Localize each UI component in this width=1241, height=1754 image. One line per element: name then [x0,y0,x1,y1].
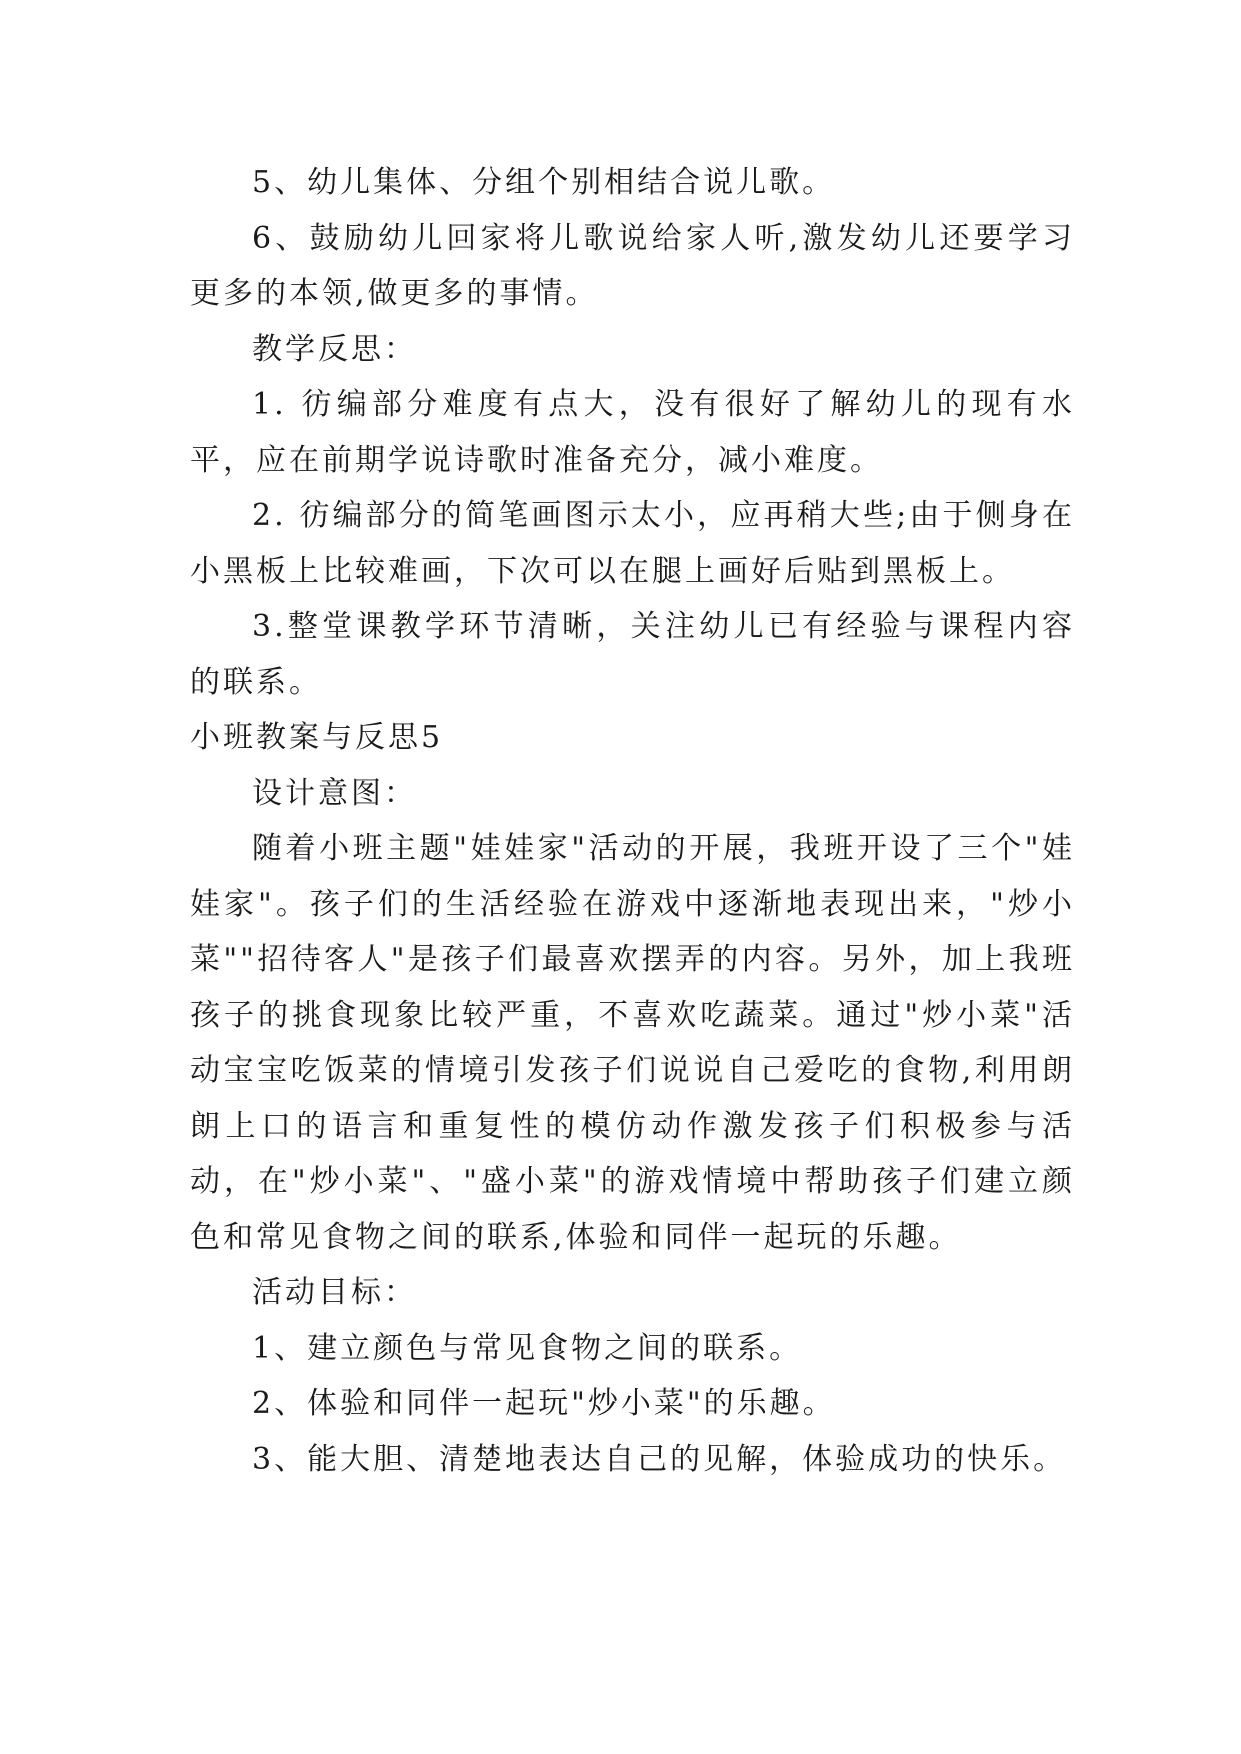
reflection-item-2: 2. 彷编部分的简笔画图示太小，应再稍大些;由于侧身在小黑板上比较难画，下次可以在腿上画好后贴到黑板上。 [190,498,1075,589]
goal-item-3: 3、能大胆、清楚地表达自己的见解，体验成功的快乐。 [252,1441,1067,1477]
section-label-activity-goals: 活动目标： [252,1275,417,1310]
document-page [190,155,1075,1487]
paragraph-item-5: 5、幼儿集体、分组个别相结合说儿歌。 [252,165,836,200]
section-heading: 小班教案与反思5 [190,720,444,755]
section-label-design-intent: 设计意图： [252,775,417,811]
design-intent-body: 随着小班主题"娃娃家"活动的开展，我班开设了三个"娃娃家"。孩子们的生活经验在游戏中逐渐地表现出来，"炒小菜""招待客人"是孩子们最喜欢摆弄的内容。另外，加上我班孩子的挑食现象比较严重，不喜欢吃蔬菜。通过"炒小菜"活动宝宝吃饭菜的情境引发孩子们说说自己爱吃的食物,利用朗朗上口的语言和重复性的模仿动作激发孩子们积极参与活动，在"炒小菜"、"盛小菜"的游戏情境中帮助孩子们建立颜色和常见食物之间的联系,体验和同伴一起玩的乐趣。 [190,831,1075,1255]
goal-item-2: 2、体验和同伴一起玩"炒小菜"的乐趣。 [252,1386,836,1421]
goal-item-1: 1、建立颜色与常见食物之间的联系。 [252,1330,803,1366]
paragraph-item-6: 6、鼓励幼儿回家将儿歌说给家人听,激发幼儿还要学习更多的本领,做更多的事情。 [190,220,1075,311]
section-label-teaching-reflection: 教学反思： [252,331,417,367]
reflection-item-3: 3.整堂课教学环节清晰，关注幼儿已有经验与课程内容的联系。 [190,609,1075,700]
reflection-item-1: 1. 彷编部分难度有点大，没有很好了解幼儿的现有水平，应在前期学说诗歌时准备充分，减小难度。 [190,387,1075,478]
